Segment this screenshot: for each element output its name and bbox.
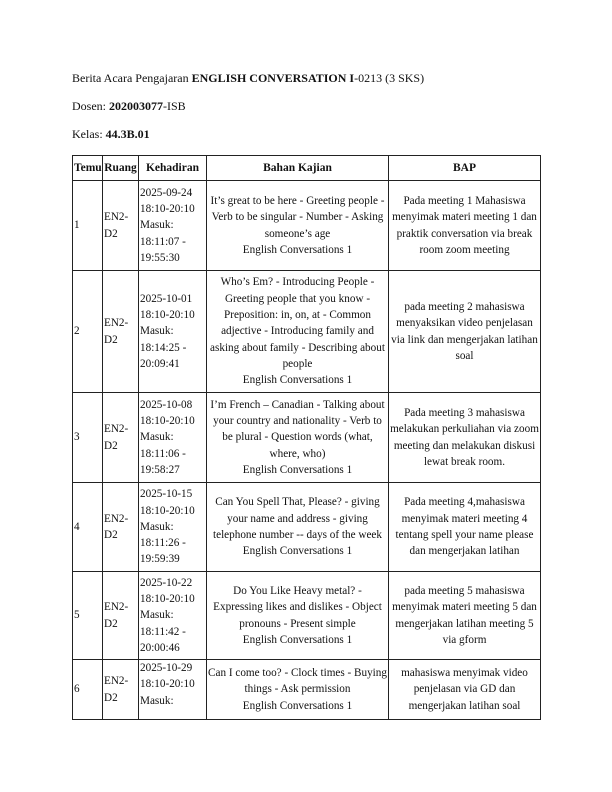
topic-text: It’s great to be here - Greeting people - Verb to be singular - Number - Asking someone’s age — [210, 194, 385, 240]
cell-ruang: EN2-D2 — [103, 393, 139, 483]
cell-temu: 4 — [73, 483, 103, 572]
attendance-time: 18:10-20:10 — [140, 504, 195, 517]
attendance-date: 2025-10-08 — [140, 398, 193, 411]
cell-bap: Pada meeting 3 mahasiswa melakukan perkuliahan via zoom meeting dan melakukan diskusi lewat break room. — [389, 393, 541, 483]
attendance-time: 18:10-20:10 — [140, 309, 195, 322]
topic-text: Do You Like Heavy metal? - Expressing likes and dislikes - Object pronouns - Present simple — [213, 584, 382, 630]
attendance-masuk-label: Masuk: — [140, 520, 174, 533]
book-text: English Conversations 1 — [242, 699, 353, 712]
dosen-suffix: -ISB — [163, 99, 186, 113]
cell-ruang: EN2-D2 — [103, 660, 139, 720]
attendance-masuk-label: Masuk: — [140, 325, 174, 338]
cell-ruang: EN2-D2 — [103, 271, 139, 393]
table-row — [73, 271, 541, 393]
cell-bahan-kajian — [207, 181, 389, 271]
table-row — [73, 660, 541, 720]
book-text: English Conversations 1 — [242, 463, 353, 476]
topic-text: Can I come too? - Clock times - Buying things - Ask permission — [208, 667, 387, 696]
attendance-masuk-label: Masuk: — [140, 694, 174, 707]
course-suffix: -0213 (3 SKS) — [354, 71, 425, 85]
header-kehadiran: Kehadiran — [139, 156, 207, 181]
attendance-masuk: 18:11:26 - 19:59:39 — [140, 537, 186, 566]
book-text: English Conversations 1 — [242, 243, 353, 256]
table-row — [73, 483, 541, 572]
cell-temu: 6 — [73, 660, 103, 720]
topic-text: Can You Spell That, Please? - giving your name and address - giving telephone number -- days of the week — [213, 496, 382, 541]
header-ruang: Ruang — [103, 156, 139, 181]
cell-bap: pada meeting 5 mahasiswa menyimak materi meeting 5 dan mengerjakan latihan meeting 5 via gform — [389, 572, 541, 660]
class-line — [72, 127, 150, 142]
attendance-masuk: 18:11:42 - 20:00:46 — [140, 625, 186, 654]
book-text: English Conversations 1 — [242, 545, 353, 558]
cell-bahan-kajian — [207, 271, 389, 393]
cell-temu: 3 — [73, 393, 103, 483]
kelas-value: 44.3B.01 — [105, 127, 150, 141]
cell-ruang: EN2-D2 — [103, 181, 139, 271]
cell-kehadiran — [139, 660, 207, 720]
book-text: English Conversations 1 — [242, 633, 353, 646]
attendance-time: 18:10-20:10 — [140, 415, 195, 428]
attendance-time: 18:10-20:10 — [140, 203, 195, 216]
attendance-date: 2025-10-01 — [140, 292, 193, 305]
dosen-label: Dosen: — [72, 99, 109, 113]
attendance-date: 2025-10-22 — [140, 576, 193, 589]
attendance-date: 2025-10-15 — [140, 488, 193, 501]
attendance-date: 2025-10-29 — [140, 662, 193, 674]
table-header-row — [73, 156, 541, 181]
header-bap: BAP — [389, 156, 541, 181]
topic-text: Who’s Em? - Introducing People - Greeting people that you know - Preposition: in, on, at - Common adjective - Introducing family and asking about family - Describing about people — [210, 276, 385, 370]
attendance-time: 18:10-20:10 — [140, 593, 195, 606]
attendance-masuk: 18:14:25 - 20:09:41 — [140, 341, 187, 370]
table-row — [73, 572, 541, 660]
cell-kehadiran — [139, 181, 207, 271]
cell-bap: mahasiswa menyimak video penjelasan via GD dan mengerjakan latihan soal — [389, 660, 541, 720]
header-temu: Temu — [73, 156, 103, 181]
cell-temu: 5 — [73, 572, 103, 660]
cell-kehadiran — [139, 483, 207, 572]
teaching-report-table — [72, 155, 541, 720]
book-text: English Conversations 1 — [242, 374, 353, 387]
cell-bahan-kajian — [207, 393, 389, 483]
table-row — [73, 393, 541, 483]
cell-bap: Pada meeting 1 Mahasiswa menyimak materi meeting 1 dan praktik conversation via break room zoom meeting — [389, 181, 541, 271]
cell-temu: 2 — [73, 271, 103, 393]
attendance-masuk-label: Masuk: — [140, 609, 174, 622]
attendance-masuk: 18:11:06 - 19:58:27 — [140, 447, 186, 476]
kelas-label: Kelas: — [72, 127, 106, 141]
cell-bahan-kajian — [207, 572, 389, 660]
header-bahan-kajian: Bahan Kajian — [207, 156, 389, 181]
topic-text: I’m French – Canadian - Talking about your country and nationality - Verb to be plural - Question words (what, where, who) — [210, 398, 385, 460]
cell-kehadiran — [139, 271, 207, 393]
cell-temu: 1 — [73, 181, 103, 271]
cell-kehadiran — [139, 572, 207, 660]
course-name: ENGLISH CONVERSATION I — [191, 71, 355, 85]
attendance-date: 2025-09-24 — [140, 186, 193, 199]
lecturer-line — [72, 99, 186, 114]
cell-bap: Pada meeting 4,mahasiswa menyimak materi meeting 4 tentang spell your name please dan mengerjakan latihan — [389, 483, 541, 572]
table-row — [73, 181, 541, 271]
cell-kehadiran — [139, 393, 207, 483]
cell-ruang: EN2-D2 — [103, 483, 139, 572]
cell-bahan-kajian — [207, 483, 389, 572]
cell-bap: pada meeting 2 mahasiswa menyaksikan video penjelasan via link dan mengerjakan latihan soal — [389, 271, 541, 393]
report-title — [72, 71, 424, 86]
attendance-time: 18:10-20:10 — [140, 678, 195, 691]
cell-bahan-kajian — [207, 660, 389, 720]
attendance-masuk: 18:11:07 - 19:55:30 — [140, 235, 186, 264]
attendance-masuk-label: Masuk: — [140, 219, 174, 232]
attendance-masuk-label: Masuk: — [140, 431, 174, 444]
cell-ruang: EN2-D2 — [103, 572, 139, 660]
title-prefix: Berita Acara Pengajaran — [72, 71, 192, 85]
dosen-id: 202003077 — [109, 99, 163, 113]
